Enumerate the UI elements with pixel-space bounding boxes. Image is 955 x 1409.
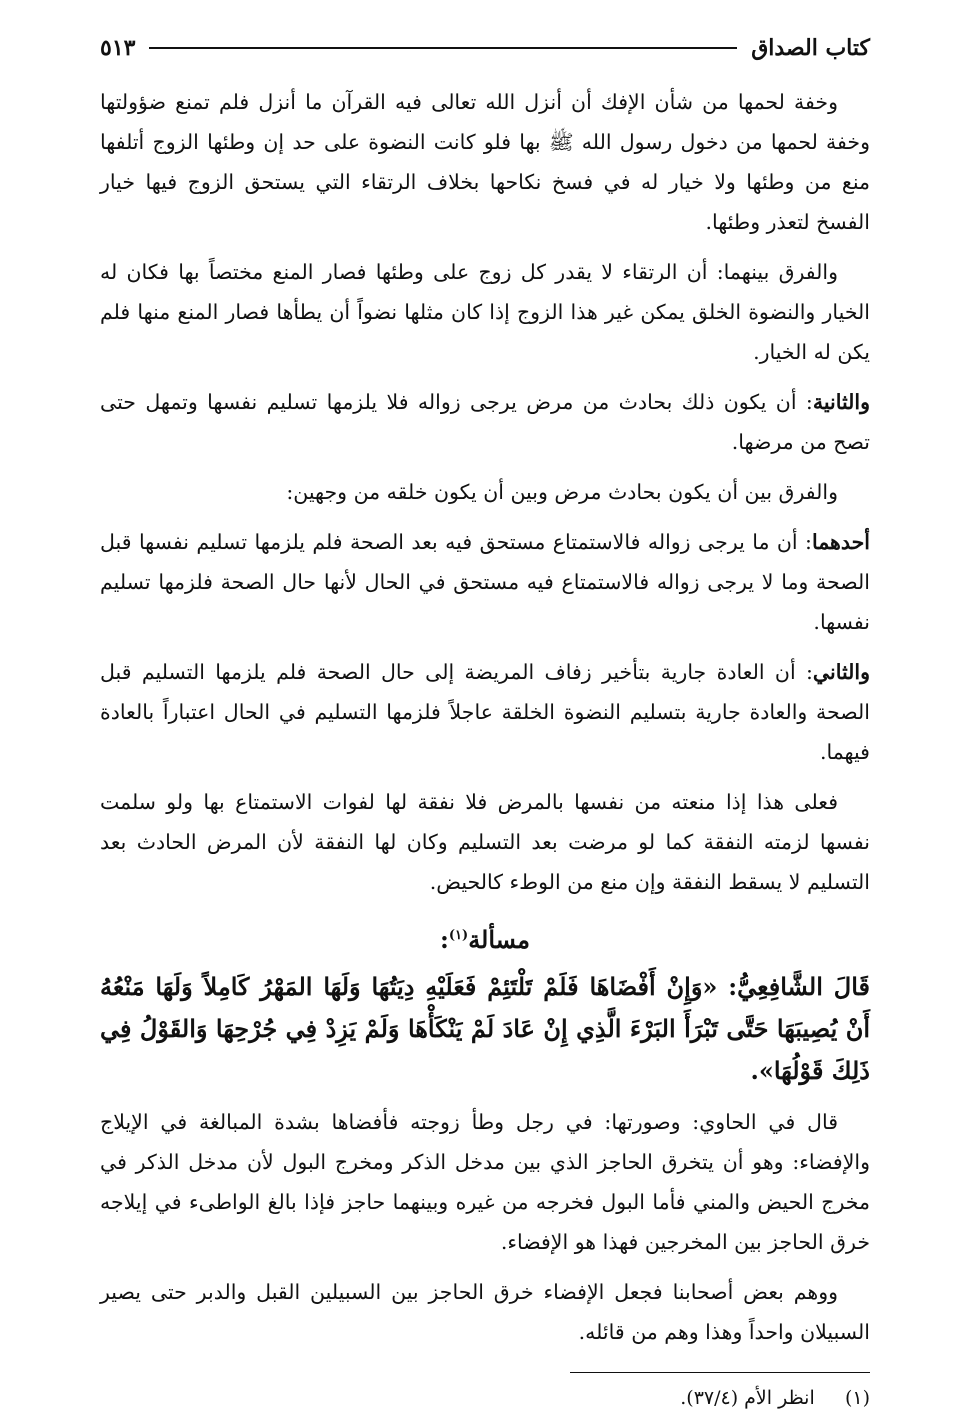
shafii-quote: قَالَ الشَّافِعِيُّ: «وَإِنْ أَفْضَاهَا فَلَمْ تَلْتَئِمْ فَعَلَيْهِ دِيَتُهَا وَلَهَا المَهْرُ كَامِلاً وَلَهَا مَنْعُهُ أَنْ يُصِيبَهَا حَتَّى تَبْرَأَ البَرْءَ الَّذِي إِنْ عَادَ لَمْ يَنْكَأْهَا وَلَمْ يَزِدْ فِي جُرْحِهَا وَالقَوْلُ فِي ذَلِكَ قَوْلُهَا». — [100, 972, 870, 1085]
paragraph: وخفة لحمها من شأن الإفك أن أنزل الله تعالى فيه القرآن ما أنزل فلم تمنع ضؤولتها وخفة لحمها من دخول رسول الله ﷺ بها فلو كانت النضوة على حد إن وطئها الزوج أتلفها منع من وطئها ولا خيار له في فسخ نكاحها بخلاف الرتقاء التي يستحق الزوج فيها خيار الفسخ لتعذر وطئها. — [100, 90, 870, 234]
page-body — [100, 82, 870, 1352]
paragraph: ووهم بعض أصحابنا فجعل الإفضاء خرق الحاجز بين السبيلين القبل والدبر حتى يصير السبيلان واحداً وهذا وهم من قائله. — [100, 1280, 870, 1344]
paragraph: والفرق بينهما: أن الرتقاء لا يقدر كل زوج على وطئها فصار المنع مختصاً بها فكان له الخيار والنضوة الخلق يمكن غير هذا الزوج إذا كان مثلها نضواً أن يطأها فصار المنع منها فلم يكن له الخيار. — [100, 260, 870, 364]
paragraph-lead: أحدهما — [811, 530, 870, 554]
paragraph-lead: والثاني — [812, 660, 870, 684]
footnote-number: (١) — [844, 1387, 870, 1409]
footnote — [100, 1387, 870, 1409]
page-number: ٥١٣ — [100, 35, 136, 61]
paragraph: قال في الحاوي: وصورتها: في رجل وطأ زوجته فأفضاها بشدة المبالغة في الإيلاج والإفضاء: وهو أن يتخرق الحاجز الذي بين مدخل الذكر ومخرج البول لأن مدخل الذكر في مخرج الحيض والمني فأما البول فخرجه من غيره وبينهما حاجز فإذا بالغ الواطىء في إيلاجه خرق الحاجز بين المخرجين فهذا هو الإفضاء. — [100, 1110, 870, 1254]
paragraph: والفرق بين أن يكون بحادث مرض وبين أن يكون خلقه من وجهين: — [286, 480, 838, 504]
footnote-rule — [570, 1372, 870, 1373]
paragraph: فعلى هذا إذا منعته من نفسها بالمرض فلا نفقة لها لفوات الاستمتاع بها ولو سلمت نفسها لزمته النفقة كما لو مرضت بعد التسليم وكان لها النفقة لأن المرض الحادث بعد التسليم لا يسقط النفقة وإن منع من الوطء كالحيض. — [100, 790, 870, 894]
footnote-text: انظر الأم (٣٧/٤). — [680, 1387, 815, 1409]
header-rule — [149, 47, 737, 49]
paragraph: أحدهما: أن ما يرجى زواله فالاستمتاع مستحق فيه بعد الصحة فلم يلزمها تسليم نفسها قبل الصحة وما لا يرجى زواله فالاستمتاع فيه مستحق في الحال لأنها حال الصحة فلزمها تسليم نفسها. — [100, 530, 870, 634]
masala-heading: مسألة$^{(١)}$: — [440, 925, 530, 954]
paragraph: والثاني: أن العادة جارية بتأخير زفاف المريضة إلى حال الصحة فلم يلزمها التسليم قبل الصحة والعادة جارية بتسليم النضوة الخلقة عاجلاً فلزمها التسليم في الحال اعتباراً بالعادة فيهما. — [100, 660, 870, 764]
paragraph: والثانية: أن يكون ذلك بحادث من مرض يرجى زواله فلا يلزمها تسليم نفسها وتمهل حتى تصح من مرضها. — [100, 390, 870, 454]
book-page — [100, 28, 870, 1409]
paragraph-lead: والثانية — [812, 390, 870, 414]
footnote-ref: (١) — [448, 928, 469, 943]
book-title: كتاب الصداق — [751, 35, 870, 61]
page-header — [100, 28, 870, 68]
